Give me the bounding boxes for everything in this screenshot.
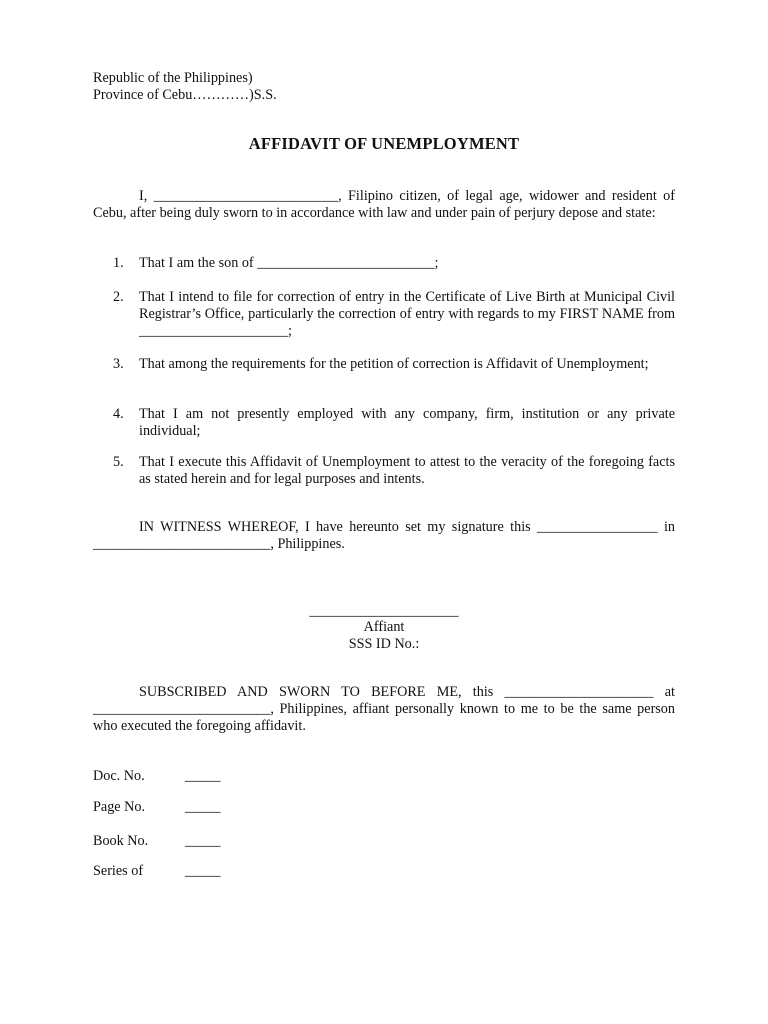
registry-blank: _____ [185,768,221,784]
list-item [93,406,675,440]
list-item-text: That I am the son of _________________________; [139,255,439,271]
list-item-number: 2. [113,289,124,305]
registry-row [93,833,220,850]
venue-header [93,70,675,104]
list-item-text: That I am not presently employed with any company, firm, institution or any private individual; [139,406,675,439]
list-item-number: 1. [113,255,124,271]
jurat-paragraph: SUBSCRIBED AND SWORN TO BEFORE ME, this _____________________ at _________________________, Philippines, affiant personally known to me to be the same person who executed the foregoing affidavit. [93,684,675,734]
registry-blank: _____ [185,863,221,879]
registry-label: Doc. No. [93,768,145,784]
list-item [93,454,675,488]
signature-line: _____________________ [309,603,459,619]
registry-label: Book No. [93,833,149,849]
registry-row [93,863,220,880]
list-item-number: 4. [113,406,124,422]
sss-id-label: SSS ID No.: [348,636,420,652]
registry-blank: _____ [185,833,221,849]
list-item [93,356,675,373]
witness-paragraph: IN WITNESS WHEREOF, I have hereunto set my signature this _________________ in _________________________, Philippines. [93,519,675,552]
intro-paragraph: I, __________________________, Filipino citizen, of legal age, widower and resident of Cebu, after being duly sworn to in accordance with law and under pain of perjury depose and state: [93,188,675,221]
registry-label: Series of [93,863,144,879]
list-item-number: 3. [113,356,124,372]
list-item [93,289,675,340]
registry-row [93,799,220,816]
venue-line-republic: Republic of the Philippines) [93,70,253,86]
venue-line-province: Province of Cebu…………)S.S. [93,87,277,103]
document-title: AFFIDAVIT OF UNEMPLOYMENT [248,134,520,153]
list-item [93,255,675,272]
list-item-text: That among the requirements for the petition of correction is Affidavit of Unemployment; [139,356,649,372]
list-item-text: That I execute this Affidavit of Unemployment to attest to the veracity of the foregoing facts as stated herein and for legal purposes and intents. [139,454,675,487]
registry-row [93,768,220,785]
list-item-number: 5. [113,454,124,470]
registry-blank: _____ [185,799,221,815]
affiant-label: Affiant [363,619,405,635]
list-item-text: That I intend to file for correction of entry in the Certificate of Live Birth at Municipal Civil Registrar’s Office, particularly the correction of entry with regards to my FIRST NAME from _____________________; [139,289,675,339]
registry-label: Page No. [93,799,146,815]
